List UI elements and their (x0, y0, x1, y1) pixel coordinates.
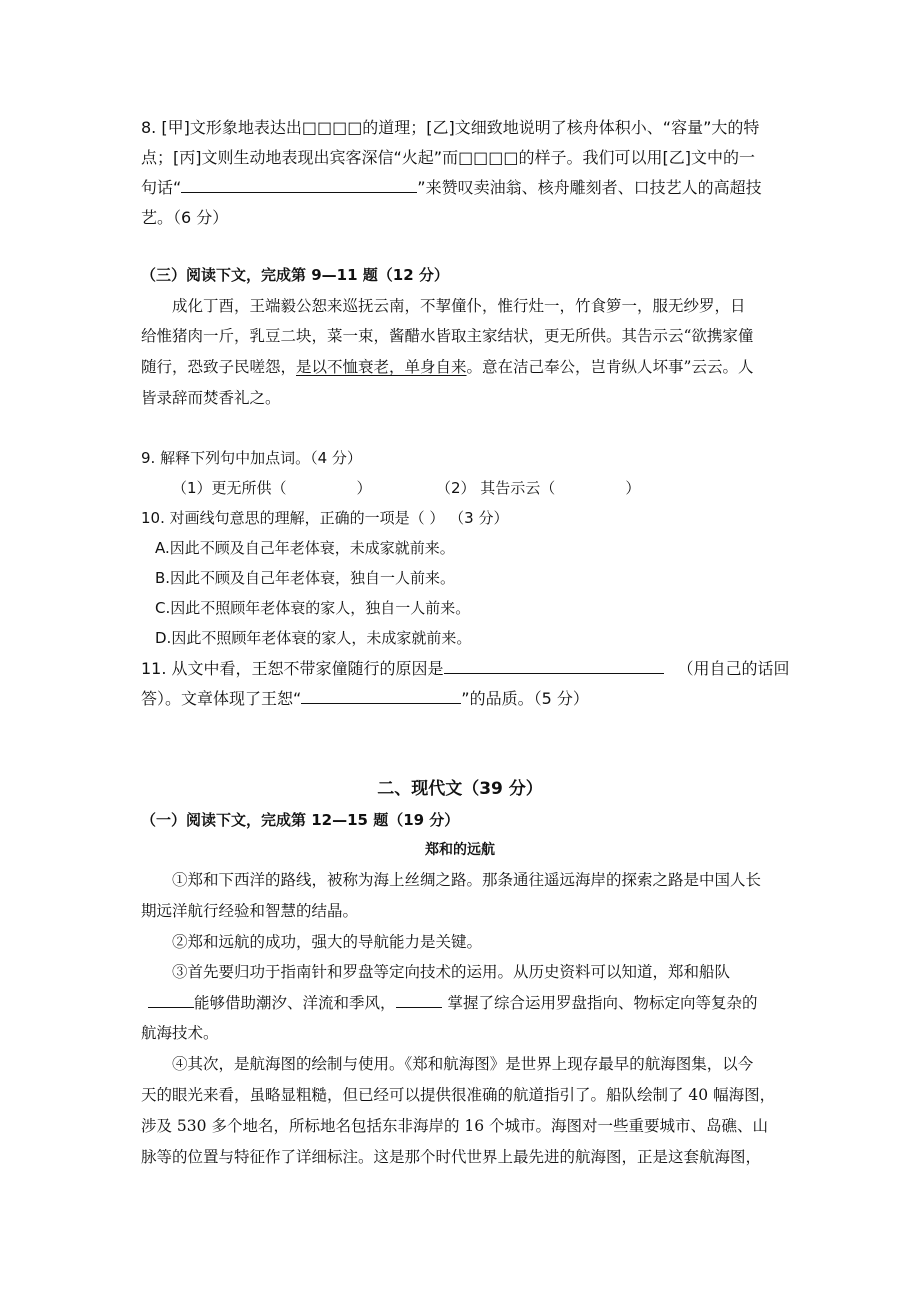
q8-line-4: 艺。（6 分） (141, 208, 229, 227)
classical-text-line-4: 皆录辞而焚香礼之。 (141, 389, 281, 407)
q8-line-2: 点；[丙]文则生动地表现出宾客深信“火起”而□□□□的样子。我们可以用[乙]文中的一 (141, 148, 756, 167)
q9-item-1 (172, 478, 372, 498)
article-p2: ②郑和远航的成功，强大的导航能力是关键。 (172, 933, 483, 951)
p3-blank-2[interactable] (396, 993, 442, 1008)
classical-text-line-3-end: 。意在洁己奉公，岂肯纵人坏事”云云。人 (466, 358, 754, 376)
q11-line-2 (141, 689, 589, 709)
article-p4-line-1: ④其次，是航海图的绘制与使用。《郑和航海图》是世界上现存最早的航海图集，以今 (172, 1055, 754, 1073)
classical-text-line-2: 给惟猪肉一斤，乳豆二块，菜一束，酱醋水皆取主家结状，更无所供。其告示云“欲携家僮 (141, 327, 754, 345)
q11-line-1-prefix: 11. 从文中看，王恕不带家僮随行的原因是 (141, 659, 444, 678)
part2-sub-heading: （一）阅读下文，完成第 12—15 题（19 分） (141, 811, 460, 829)
q11-answer-blank-2[interactable] (301, 689, 461, 704)
article-p3-line-3: 航海技术。 (141, 1024, 219, 1042)
article-p4-line-4: 脉等的位置与特征作了详细标注。这是那个时代世界上最先进的航海图，正是这套航海图， (141, 1148, 762, 1166)
classical-text-line-3 (141, 357, 753, 377)
q11-line-2-prefix: 答）。文章体现了王恕“ (141, 689, 302, 708)
q9-title: 9. 解释下列句中加点词。（4 分） (141, 449, 362, 467)
article-p1-line-2: 期远洋航行经验和智慧的结晶。 (141, 902, 359, 920)
classical-text-line-3-start: 随行，恐致子民嗟怨， (141, 358, 297, 376)
q10-option-a[interactable]: A.因此不顾及自己年老体衰，未成家就前来。 (155, 539, 455, 557)
q9-item-2-close: ） (625, 479, 641, 497)
q8-line-3-suffix: ”来赞叹卖油翁、核舟雕刻者、口技艺人的高超技 (417, 178, 762, 197)
section3-heading: （三）阅读下文，完成第 9—11 题（12 分） (141, 266, 449, 284)
q8-answer-blank[interactable] (181, 178, 417, 193)
classical-text-line-1: 成化丁酉，王端毅公恕来巡抚云南，不挈僮仆，惟行灶一，竹食箩一，服无纱罗，日 (172, 297, 746, 315)
q8-line-3-prefix: 句话“ (141, 178, 182, 197)
article-p1-line-1: ①郑和下西洋的路线，被称为海上丝绸之路。那条通往遥远海岸的探索之路是中国人长 (172, 871, 762, 889)
article-p3-line-2-end: 掌握了综合运用罗盘指向、物标定向等复杂的 (447, 994, 758, 1012)
q11-line-1-suffix: （用自己的话回 (677, 659, 790, 678)
q11-line-2-suffix: ”的品质。（5 分） (461, 689, 589, 708)
q10-option-b[interactable]: B.因此不顾及自己年老体衰，独自一人前来。 (155, 569, 456, 587)
underlined-sentence: 是以不恤衰老，单身自来 (296, 358, 467, 376)
q8-line-3 (141, 178, 762, 198)
q9-item-2 (436, 478, 640, 498)
article-p4-line-3: 涉及 530 多个地名，所标地名包括东非海岸的 16 个城市。海图对一些重要城市、岛礁、山 (141, 1117, 769, 1135)
q9-item-1-text: （1）更无所供（ (172, 479, 287, 497)
p3-blank-1[interactable] (148, 993, 194, 1008)
article-p3-line-2 (148, 993, 758, 1013)
q10-option-d[interactable]: D.因此不照顾年老体衰的家人，未成家就前来。 (155, 629, 472, 647)
q8-line-1: 8. [甲]文形象地表达出□□□□的道理；[乙]文细致地说明了核舟体积小、“容量”大的特 (141, 118, 760, 137)
q10-title: 10. 对画线句意思的理解，正确的一项是（ ） （3 分） (141, 509, 509, 527)
q9-item-2-text: （2） 其告示云（ (436, 479, 556, 497)
q10-option-c[interactable]: C.因此不照顾年老体衰的家人，独自一人前来。 (155, 599, 471, 617)
q9-item-1-close: ） (356, 479, 372, 497)
article-p4-line-2: 天的眼光来看，虽略显粗糙，但已经可以提供很准确的航道指引了。船队绘制了 40 幅海图， (141, 1086, 776, 1104)
article-p3-line-2-mid: 能够借助潮汐、洋流和季风， (194, 994, 396, 1012)
article-p3-line-1: ③首先要归功于指南针和罗盘等定向技术的运用。从历史资料可以知道，郑和船队 (172, 963, 731, 981)
q11-line-1 (141, 659, 790, 679)
part2-title: 二、现代文（39 分） (377, 779, 543, 799)
q11-answer-blank-1[interactable] (444, 659, 664, 674)
article-title: 郑和的远航 (425, 842, 495, 858)
